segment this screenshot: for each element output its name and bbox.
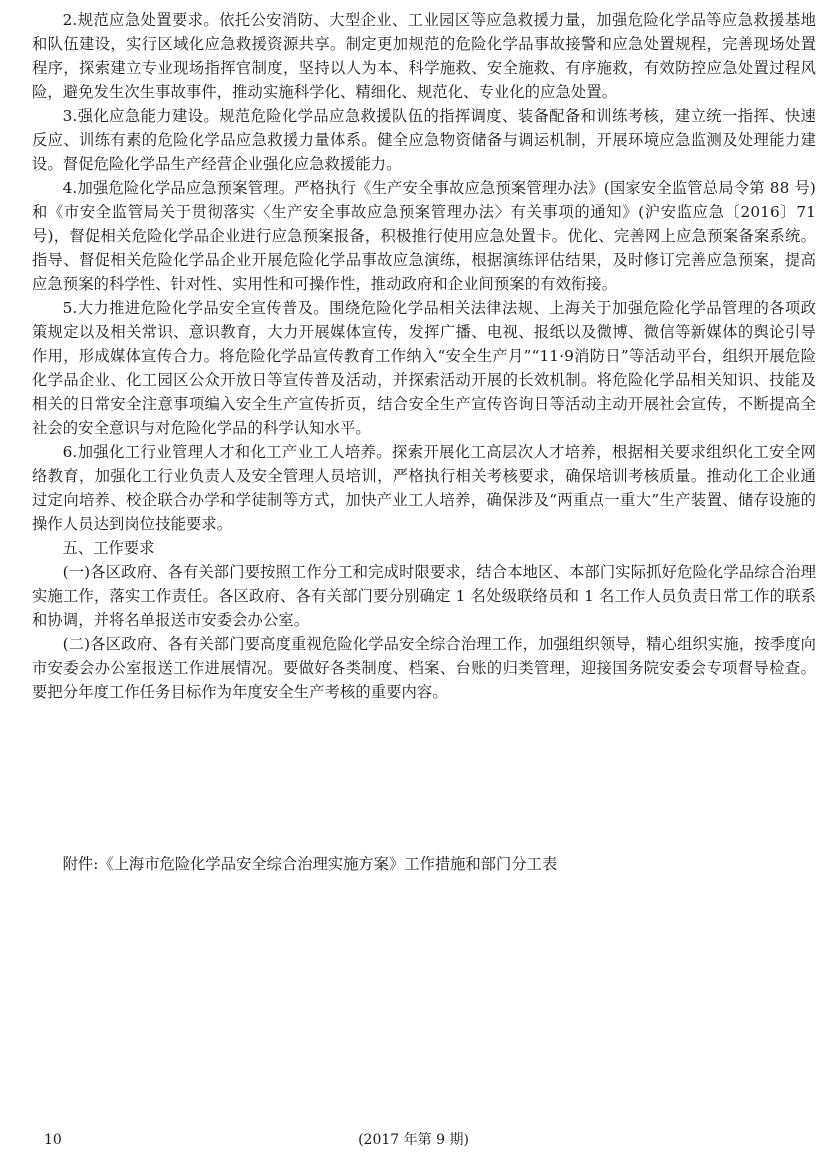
- paragraph-emergency-capacity: 3.强化应急能力建设。规范危险化学品应急救援队伍的指挥调度、装备配备和训练考核，建立统一指挥、快速反应、训练有素的危险化学品应急救援力量体系。健全应急物资储备与调运机制，开展环境应急监测及处理能力建设。督促危险化学品生产经营企业强化应急救援能力。: [32, 107, 816, 173]
- paragraph-safety-publicity: 5.大力推进危险化学品安全宣传普及。围绕危险化学品相关法律法规、上海关于加强危险化学品管理的各项政策规定以及相关常识、意识教育，大力开展媒体宣传，发挥广播、电视、报纸以及微博、微信等新媒体的舆论引导作用，形成媒体宣传合力。将危险化学品宣传教育工作纳入“安全生产月”“11·9消防日”等活动平台，组织开展危险化学品企业、化工园区公众开放日等宣传普及活动，并探索活动开展的长效机制。将危险化学品相关知识、技能及相关的日常安全注意事项编入安全生产宣传折页，结合安全生产宣传咨询日等活动主动开展社会宣传，不断提高全社会的安全意识与对危险化学品的科学认知水平。: [32, 299, 816, 437]
- page-number: 10: [44, 1132, 62, 1148]
- paragraph-talent-training: 6.加强化工行业管理人才和化工产业工人培养。探索开展化工高层次人才培养，根据相关要求组织化工安全网络教育，加强化工行业负责人及安全管理人员培训，严格执行相关考核要求，确保培训考核质量。推动化工企业通过定向培养、校企联合办学和学徒制等方式，加快产业工人培养，确保涉及“两重点一重大”生产装置、储存设施的操作人员达到岗位技能要求。: [32, 443, 816, 533]
- section-heading: 五、工作要求: [62, 539, 155, 557]
- document-body: [32, 8, 816, 704]
- issue-label: (2017 年第 9 期): [358, 1132, 469, 1148]
- paragraph-emergency-plan: 4.加强危险化学品应急预案管理。严格执行《生产安全事故应急预案管理办法》(国家安全监管总局令第 88 号)和《市安全监管局关于贯彻落实〈生产安全事故应急预案管理办法〉有关事项的通知》(沪安监应急〔2016〕71 号)，督促相关危险化学品企业进行应急预案报备，积极推行使用应急处置卡。优化、完善网上应急预案备案系统。指导、督促相关危险化学品企业开展危险化学品事故应急演练，根据演练评估结果，及时修订完善应急预案，提高应急预案的科学性、针对性、实用性和可操作性，推动政府和企业间预案的有效衔接。: [32, 179, 816, 293]
- paragraph-emergency-response: 2.规范应急处置要求。依托公安消防、大型企业、工业园区等应急救援力量，加强危险化学品等应急救援基地和队伍建设，实行区域化应急救援资源共享。制定更加规范的危险化学品事故接警和应急处置规程，完善现场处置程序，探索建立专业现场指挥官制度，坚持以人为本、科学施救、安全施救、有序施救，有效防控应急处置过程风险，避免发生次生事故事件，推动实施科学化、精细化、规范化、专业化的应急处置。: [32, 11, 816, 101]
- requirement-item-1: (一)各区政府、各有关部门要按照工作分工和完成时限要求，结合本地区、本部门实际抓好危险化学品综合治理实施工作，落实工作责任。各区政府、各有关部门要分别确定 1 名处级联络员和 1 名工作人员负责日常工作的联系和协调，并将名单报送市安委会办公室。: [32, 563, 816, 629]
- attachment-note: 附件:《上海市危险化学品安全综合治理实施方案》工作措施和部门分工表: [62, 855, 558, 873]
- requirement-item-2: (二)各区政府、各有关部门要高度重视危险化学品安全综合治理工作，加强组织领导，精心组织实施，按季度向市安委会办公室报送工作进展情况。要做好各类制度、档案、台账的归类管理，迎接国务院安委会专项督导检查。要把分年度工作任务目标作为年度安全生产考核的重要内容。: [32, 635, 816, 701]
